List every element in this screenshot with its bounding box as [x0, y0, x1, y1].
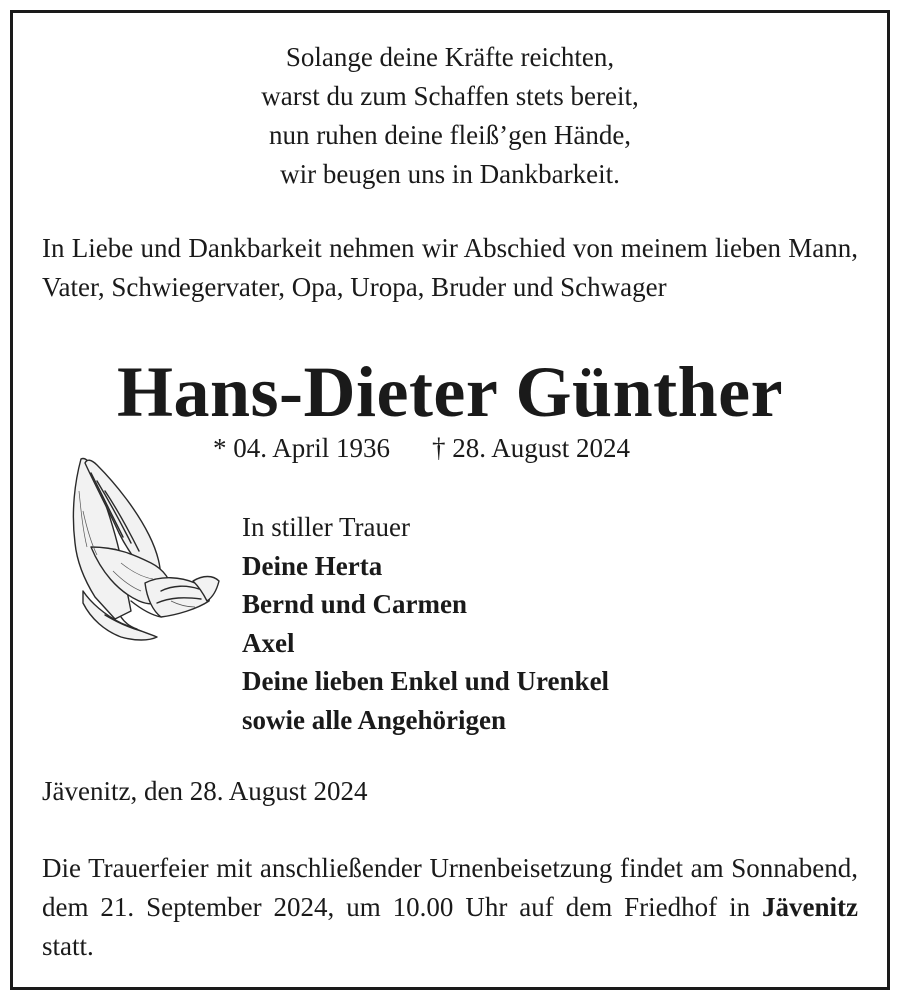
place-date: Jävenitz, den 28. August 2024	[42, 776, 368, 806]
mourner-name: Deine Herta	[242, 550, 383, 581]
death-date: † 28. August 2024	[432, 433, 631, 463]
deceased-name: Hans-Dieter Günther	[116, 352, 784, 432]
mourning-heading: In stiller Trauer	[242, 512, 410, 542]
life-dates	[213, 433, 630, 464]
poem-line: wir beugen uns in Dankbarkeit.	[280, 159, 620, 189]
mourner-name: Bernd und Carmen	[242, 589, 468, 619]
obituary-frame	[10, 10, 890, 990]
poem-line: warst du zum Schaffen stets bereit,	[261, 81, 639, 111]
poem-line: Solange deine Kräfte reichten,	[285, 42, 615, 72]
service-notice	[42, 849, 858, 966]
mourner-name: Axel	[242, 627, 295, 658]
mourner-name: Deine lieben Enkel und Urenkel	[242, 666, 610, 696]
poem	[13, 38, 887, 194]
service-text-end: statt.	[42, 931, 94, 961]
poem-line: nun ruhen deine fleiß’gen Hände,	[268, 120, 632, 150]
service-text: Die Trauerfeier mit anschließender Urnenbeisetzung findet am Sonnabend, dem 21. September 2024, um 10.00 Uhr auf dem Friedhof in	[42, 853, 858, 922]
service-place: Jävenitz	[762, 892, 858, 922]
intro-text: In Liebe und Dankbarkeit nehmen wir Abschied von meinem lieben Mann, Vater, Schwiegervater, Opa, Uropa, Bruder und Schwager	[42, 233, 858, 302]
mourners-block	[242, 508, 609, 739]
mourner-name: sowie alle Angehörigen	[242, 704, 506, 735]
praying-hands-icon	[61, 451, 221, 643]
birth-date: * 04. April 1936	[213, 433, 391, 463]
